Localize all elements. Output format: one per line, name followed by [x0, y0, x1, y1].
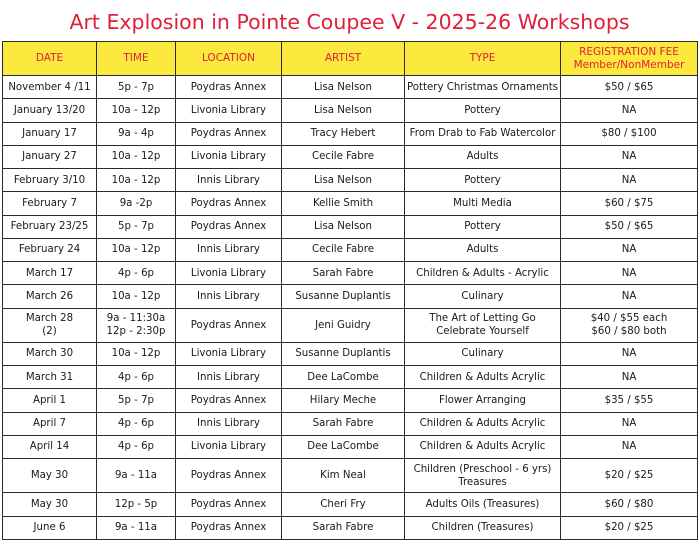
table-row [3, 412, 698, 435]
date-cell [3, 215, 97, 238]
type-cell-line: Pottery [464, 104, 501, 116]
date-cell [3, 308, 97, 342]
type-cell-line: Children & Adults Acrylic [419, 441, 546, 453]
location-cell: Poydras Annex [176, 389, 282, 412]
time-cell-line: 10a - 12p [111, 104, 161, 116]
fee-cell [561, 435, 698, 458]
table-row [3, 145, 698, 168]
date-cell [3, 99, 97, 122]
time-cell-line: 9a - 11:30a [106, 313, 166, 325]
fee-cell [561, 342, 698, 365]
fee-cell-line: $20 / $25 [604, 522, 654, 534]
type-cell-line: Adults [466, 151, 499, 163]
date-cell [3, 238, 97, 261]
type-cell-line: From Drab to Fab Watercolor [409, 128, 556, 140]
type-cell [405, 99, 561, 122]
date-cell [3, 145, 97, 168]
time-cell [97, 516, 176, 539]
fee-cell [561, 262, 698, 285]
artist-cell: Tracy Hebert [282, 122, 405, 145]
time-cell-line: 12p - 2:30p [106, 326, 166, 338]
artist-cell: Sarah Fabre [282, 516, 405, 539]
time-cell-line: 4p - 6p [117, 441, 155, 453]
date-cell-line: February 23/25 [10, 221, 89, 233]
fee-cell-line: $60 / $80 both [591, 326, 667, 338]
artist-cell: Sarah Fabre [282, 412, 405, 435]
date-cell-line: May 30 [30, 499, 69, 511]
column-header-time: TIME [97, 42, 176, 76]
date-cell [3, 262, 97, 285]
type-cell [405, 389, 561, 412]
time-cell [97, 308, 176, 342]
date-cell [3, 76, 97, 99]
date-cell [3, 192, 97, 215]
fee-cell-line: $50 / $65 [604, 81, 654, 93]
location-cell: Innis Library [176, 366, 282, 389]
type-cell-line: Adults Oils (Treasures) [425, 499, 540, 511]
type-cell-line: Flower Arranging [438, 394, 527, 406]
time-cell-line: 10a - 12p [111, 290, 161, 302]
time-cell [97, 412, 176, 435]
location-cell: Livonia Library [176, 435, 282, 458]
type-cell [405, 262, 561, 285]
fee-cell [561, 308, 698, 342]
location-cell: Poydras Annex [176, 308, 282, 342]
table-row [3, 122, 698, 145]
type-cell [405, 308, 561, 342]
artist-cell: Lisa Nelson [282, 215, 405, 238]
artist-cell: Lisa Nelson [282, 76, 405, 99]
date-cell [3, 366, 97, 389]
fee-cell-line: $60 / $80 [604, 499, 654, 511]
fee-cell-line: NA [621, 348, 637, 360]
artist-cell: Hilary Meche [282, 389, 405, 412]
table-row [3, 493, 698, 516]
time-cell-line: 9a - 11a [114, 470, 158, 482]
table-row [3, 285, 698, 308]
date-cell [3, 516, 97, 539]
location-cell: Innis Library [176, 169, 282, 192]
table-header-row [3, 42, 698, 76]
location-cell: Poydras Annex [176, 459, 282, 493]
type-cell [405, 516, 561, 539]
table-row [3, 238, 698, 261]
date-cell-line: January 27 [22, 151, 77, 163]
type-cell [405, 366, 561, 389]
table-row [3, 389, 698, 412]
date-cell-line: March 30 [25, 348, 74, 360]
date-cell [3, 435, 97, 458]
table-row [3, 366, 698, 389]
time-cell [97, 192, 176, 215]
location-cell: Livonia Library [176, 262, 282, 285]
artist-cell: Kellie Smith [282, 192, 405, 215]
type-cell-line: Children (Preschool - 6 yrs) [413, 463, 552, 475]
table-row [3, 76, 698, 99]
table-row [3, 99, 698, 122]
fee-cell [561, 192, 698, 215]
fee-cell [561, 215, 698, 238]
artist-cell: Cheri Fry [282, 493, 405, 516]
artist-cell: Cecile Fabre [282, 238, 405, 261]
type-cell-line: Pottery Christmas Ornaments [407, 81, 559, 93]
fee-cell-line: $50 / $65 [604, 221, 654, 233]
type-cell-line: Children & Adults - Acrylic [416, 267, 549, 279]
type-cell-line: Children & Adults Acrylic [419, 418, 546, 430]
type-cell-line: Celebrate Yourself [436, 326, 529, 338]
artist-cell: Cecile Fabre [282, 145, 405, 168]
type-cell-line: Culinary [461, 290, 504, 302]
time-cell-line: 5p - 7p [117, 81, 155, 93]
column-header-location: LOCATION [176, 42, 282, 76]
type-cell-line: Pottery [464, 221, 501, 233]
artist-cell: Lisa Nelson [282, 169, 405, 192]
location-cell: Poydras Annex [176, 122, 282, 145]
type-cell [405, 192, 561, 215]
date-cell [3, 169, 97, 192]
date-cell-line: April 14 [29, 441, 70, 453]
location-cell: Poydras Annex [176, 516, 282, 539]
fee-cell [561, 169, 698, 192]
date-cell [3, 493, 97, 516]
fee-cell [561, 145, 698, 168]
artist-cell: Lisa Nelson [282, 99, 405, 122]
fee-cell-line: NA [621, 104, 637, 116]
column-header-artist: ARTIST [282, 42, 405, 76]
workshop-schedule-table [2, 41, 698, 540]
time-cell-line: 12p - 5p [114, 499, 158, 511]
artist-cell: Sarah Fabre [282, 262, 405, 285]
time-cell [97, 389, 176, 412]
date-cell-line: February 7 [22, 197, 77, 209]
time-cell [97, 285, 176, 308]
type-cell [405, 435, 561, 458]
type-cell-line: Culinary [461, 348, 504, 360]
time-cell [97, 215, 176, 238]
date-cell-line: March 28 [25, 313, 74, 325]
time-cell-line: 4p - 6p [117, 418, 155, 430]
location-cell: Livonia Library [176, 99, 282, 122]
table-row [3, 169, 698, 192]
time-cell-line: 10a - 12p [111, 151, 161, 163]
column-header-date: DATE [3, 42, 97, 76]
fee-cell [561, 366, 698, 389]
date-cell-line: March 17 [25, 267, 74, 279]
artist-cell: Susanne Duplantis [282, 285, 405, 308]
type-cell [405, 342, 561, 365]
fee-cell-line: $35 / $55 [604, 394, 654, 406]
location-cell: Innis Library [176, 238, 282, 261]
time-cell-line: 10a - 12p [111, 174, 161, 186]
time-cell [97, 342, 176, 365]
time-cell-line: 9a -2p [119, 197, 153, 209]
fee-cell [561, 285, 698, 308]
date-cell-line: January 17 [22, 128, 77, 140]
date-cell-line: (2) [42, 326, 57, 338]
column-header-fee-sublabel: Member/NonMember [573, 58, 685, 71]
date-cell-line: March 26 [25, 290, 74, 302]
location-cell: Innis Library [176, 285, 282, 308]
column-header-fee-label: REGISTRATION FEE [579, 45, 679, 58]
time-cell-line: 4p - 6p [117, 267, 155, 279]
fee-cell [561, 493, 698, 516]
artist-cell: Dee LaCombe [282, 435, 405, 458]
time-cell [97, 435, 176, 458]
fee-cell [561, 122, 698, 145]
date-cell-line: February 3/10 [13, 174, 86, 186]
fee-cell-line: $40 / $55 each [590, 313, 668, 325]
time-cell [97, 366, 176, 389]
time-cell [97, 145, 176, 168]
date-cell-line: April 1 [32, 394, 66, 406]
time-cell [97, 459, 176, 493]
type-cell [405, 169, 561, 192]
fee-cell-line: $80 / $100 [601, 128, 657, 140]
date-cell [3, 342, 97, 365]
type-cell-line: Children (Treasures) [431, 522, 534, 534]
fee-cell-line: NA [621, 371, 637, 383]
fee-cell-line: NA [621, 290, 637, 302]
time-cell [97, 169, 176, 192]
time-cell [97, 262, 176, 285]
date-cell-line: May 30 [30, 470, 69, 482]
location-cell: Poydras Annex [176, 76, 282, 99]
location-cell: Livonia Library [176, 342, 282, 365]
artist-cell: Jeni Guidry [282, 308, 405, 342]
time-cell [97, 493, 176, 516]
time-cell-line: 10a - 12p [111, 348, 161, 360]
type-cell [405, 76, 561, 99]
type-cell [405, 493, 561, 516]
time-cell-line: 5p - 7p [117, 221, 155, 233]
time-cell-line: 5p - 7p [117, 394, 155, 406]
table-row [3, 342, 698, 365]
location-cell: Poydras Annex [176, 493, 282, 516]
table-row [3, 192, 698, 215]
fee-cell-line: NA [621, 441, 637, 453]
fee-cell [561, 238, 698, 261]
type-cell-line: The Art of Letting Go [429, 313, 536, 325]
date-cell-line: November 4 /11 [8, 81, 91, 93]
location-cell: Livonia Library [176, 145, 282, 168]
type-cell-line: Adults [466, 244, 499, 256]
date-cell [3, 285, 97, 308]
fee-cell-line: NA [621, 151, 637, 163]
type-cell [405, 459, 561, 493]
date-cell-line: January 13/20 [13, 104, 86, 116]
time-cell-line: 4p - 6p [117, 371, 155, 383]
date-cell [3, 412, 97, 435]
fee-cell-line: NA [621, 267, 637, 279]
fee-cell [561, 76, 698, 99]
location-cell: Poydras Annex [176, 192, 282, 215]
type-cell [405, 412, 561, 435]
time-cell [97, 99, 176, 122]
table-row [3, 459, 698, 493]
date-cell-line: February 24 [18, 244, 81, 256]
column-header-type: TYPE [405, 42, 561, 76]
page-title: Art Explosion in Pointe Coupee V - 2025-26 Workshops [69, 10, 630, 34]
table-row [3, 516, 698, 539]
table-row [3, 435, 698, 458]
column-header-registration-fee [561, 42, 698, 76]
time-cell-line: 9a - 4p [118, 128, 154, 140]
fee-cell-line: NA [621, 244, 637, 256]
type-cell [405, 145, 561, 168]
fee-cell [561, 459, 698, 493]
artist-cell: Kim Neal [282, 459, 405, 493]
type-cell-line: Multi Media [453, 197, 512, 209]
time-cell [97, 122, 176, 145]
table-row [3, 308, 698, 342]
date-cell [3, 389, 97, 412]
type-cell-line: Treasures [458, 476, 507, 488]
fee-cell-line: $20 / $25 [604, 470, 654, 482]
location-cell: Innis Library [176, 412, 282, 435]
table-row [3, 262, 698, 285]
fee-cell-line: $60 / $75 [604, 197, 654, 209]
time-cell-line: 9a - 11a [114, 522, 158, 534]
type-cell [405, 215, 561, 238]
table-row [3, 215, 698, 238]
type-cell-line: Children & Adults Acrylic [419, 371, 546, 383]
type-cell-line: Pottery [464, 174, 501, 186]
time-cell-line: 10a - 12p [111, 244, 161, 256]
date-cell [3, 459, 97, 493]
date-cell-line: March 31 [25, 371, 74, 383]
artist-cell: Dee LaCombe [282, 366, 405, 389]
date-cell-line: April 7 [32, 418, 66, 430]
time-cell [97, 76, 176, 99]
fee-cell [561, 389, 698, 412]
date-cell-line: June 6 [33, 522, 66, 534]
fee-cell-line: NA [621, 418, 637, 430]
fee-cell-line: NA [621, 174, 637, 186]
location-cell: Poydras Annex [176, 215, 282, 238]
date-cell [3, 122, 97, 145]
time-cell [97, 238, 176, 261]
type-cell [405, 122, 561, 145]
artist-cell: Susanne Duplantis [282, 342, 405, 365]
fee-cell [561, 99, 698, 122]
type-cell [405, 238, 561, 261]
type-cell [405, 285, 561, 308]
fee-cell [561, 516, 698, 539]
fee-cell [561, 412, 698, 435]
